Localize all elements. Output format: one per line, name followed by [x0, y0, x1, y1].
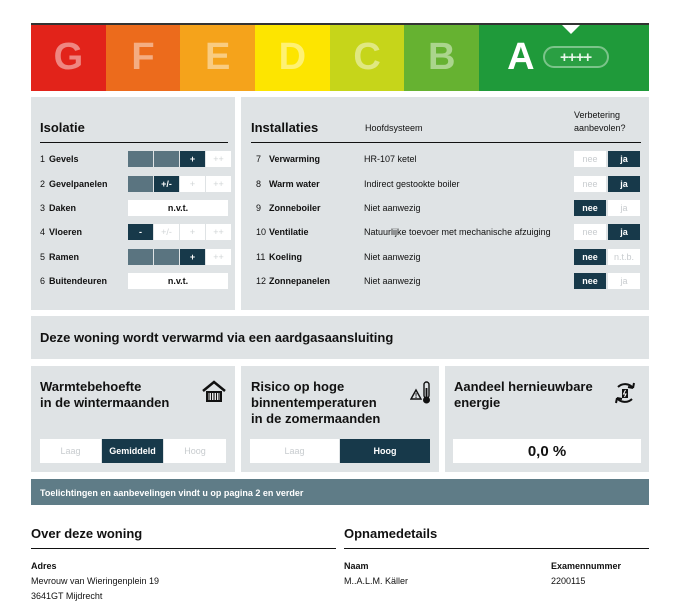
- adres-line-2: 3641GT Mijdrecht: [31, 591, 103, 601]
- answer-nee: nee: [574, 224, 606, 240]
- answer-ja: ja: [608, 176, 640, 192]
- row-number: 3: [40, 203, 46, 213]
- adres-label: Adres: [31, 561, 57, 571]
- rating-cells: [128, 176, 232, 192]
- row-label: Warm water: [269, 179, 320, 189]
- answer-ja: ja: [608, 200, 640, 216]
- opname-divider: [344, 548, 649, 549]
- hernieuwbaar-title: [454, 379, 593, 411]
- title-line: Risico op hoge: [251, 379, 345, 394]
- row-number: 2: [40, 179, 46, 189]
- answer-nee: nee: [574, 273, 606, 289]
- row-label: Zonnepanelen: [269, 276, 331, 286]
- adres-line-1: Mevrouw van Wieringenplein 19: [31, 576, 160, 586]
- isolatie-row-ramen: [40, 249, 79, 265]
- naam-value: M..A.L.M. Käller: [344, 576, 409, 586]
- rating-cell: +/-: [154, 224, 179, 240]
- level-gemiddeld: Gemiddeld: [102, 439, 163, 463]
- level-laag: Laag: [250, 439, 339, 463]
- row-number: 9: [256, 203, 262, 213]
- installaties-title: Installaties: [251, 120, 319, 135]
- rating-cell: +: [180, 249, 205, 265]
- rating-cells: [128, 151, 232, 167]
- naam-label: Naam: [344, 561, 369, 571]
- isolatie-title: Isolatie: [40, 120, 85, 135]
- rating-cell: [154, 151, 179, 167]
- row-number: 1: [40, 154, 46, 164]
- answer-ja: n.t.b.: [608, 249, 640, 265]
- row-number: 11: [256, 252, 266, 262]
- woning-title: Over deze woning: [31, 526, 143, 541]
- isolatie-row-vloeren: [40, 224, 82, 240]
- system-value: Niet aanwezig: [364, 276, 421, 286]
- answer-nee: nee: [574, 176, 606, 192]
- energy-class-b: B: [404, 23, 479, 91]
- isolatie-row-gevels: [40, 151, 79, 167]
- answer-ja: ja: [608, 273, 640, 289]
- level-hoog: Hoog: [164, 439, 226, 463]
- nvt-value: n.v.t.: [128, 273, 228, 289]
- warmtebehoefte-title: [40, 379, 169, 411]
- row-label: Daken: [49, 203, 77, 213]
- rating-cell: ++: [206, 249, 231, 265]
- installatie-row: [256, 273, 574, 289]
- row-number: 5: [40, 252, 46, 262]
- energy-class-f: F: [106, 23, 181, 91]
- row-label: Buitendeuren: [49, 276, 108, 286]
- renewable-cycle-icon: [612, 380, 638, 406]
- rating-cell: +/-: [154, 176, 179, 192]
- row-number: 4: [40, 227, 46, 237]
- installatie-row: [256, 176, 574, 192]
- woning-divider: [31, 548, 336, 549]
- installaties-divider: [251, 142, 641, 143]
- row-label: Zonneboiler: [269, 203, 321, 213]
- answer-nee: nee: [574, 151, 606, 167]
- isolatie-divider: [40, 142, 228, 143]
- system-value: Indirect gestookte boiler: [364, 179, 460, 189]
- rating-cells: [128, 224, 232, 240]
- isolatie-row-gevelpanelen: [40, 176, 108, 192]
- answer-nee: nee: [574, 249, 606, 265]
- row-number: 7: [256, 154, 262, 164]
- row-number: 12: [256, 276, 267, 286]
- rating-cell: [154, 249, 179, 265]
- verbetering-header-2: aanbevolen?: [574, 123, 626, 133]
- title-line: binnentemperaturen: [251, 395, 377, 410]
- energy-class-d: D: [255, 23, 330, 91]
- row-label: Gevels: [49, 154, 79, 164]
- answer-ja: ja: [608, 224, 640, 240]
- level-laag: Laag: [40, 439, 101, 463]
- isolatie-row-daken: [40, 200, 76, 216]
- opname-title: Opnamedetails: [344, 526, 438, 541]
- title-line: energie: [454, 395, 501, 410]
- title-line: in de zomermaanden: [251, 411, 381, 426]
- row-number: 6: [40, 276, 46, 286]
- rating-cell: ++: [206, 176, 231, 192]
- system-value: HR-107 ketel: [364, 154, 417, 164]
- isolatie-row-buitendeuren: [40, 273, 107, 289]
- svg-text:!: !: [414, 393, 418, 400]
- rating-cell: [128, 176, 153, 192]
- rating-cell: ++: [206, 151, 231, 167]
- energy-label-bar: [31, 23, 649, 91]
- energy-class-g: G: [31, 23, 106, 91]
- rating-cell: -: [128, 224, 153, 240]
- rating-cell: +: [180, 224, 205, 240]
- row-label: Ventilatie: [269, 227, 309, 237]
- note-text: Toelichtingen en aanbevelingen vindt u op pagina 2 en verder: [40, 488, 304, 498]
- row-label: Gevelpanelen: [49, 179, 108, 189]
- nvt-value: n.v.t.: [128, 200, 228, 216]
- rating-cells: [128, 249, 232, 265]
- installatie-row: [256, 224, 574, 240]
- house-heating-icon: [201, 380, 227, 404]
- risico-title: [251, 379, 380, 427]
- installatie-row: [256, 249, 574, 265]
- title-line: in de wintermaanden: [40, 395, 170, 410]
- hernieuwbaar-value: 0,0 %: [453, 439, 641, 463]
- energy-class-c: C: [330, 23, 405, 91]
- rating-cell: ++: [206, 224, 231, 240]
- examen-value: 2200115: [551, 576, 586, 586]
- answer-nee: nee: [574, 200, 606, 216]
- hoofdsysteem-header: Hoofdsysteem: [365, 123, 423, 133]
- energy-class-a-current: A ++++: [479, 23, 649, 91]
- row-label: Verwarming: [269, 154, 321, 164]
- system-value: Natuurlijke toevoer met mechanische afzuiging: [364, 227, 551, 237]
- examen-label: Examennummer: [551, 561, 622, 571]
- rating-cell: +: [180, 176, 205, 192]
- rating-cell: [128, 151, 153, 167]
- title-line: Aandeel hernieuwbare: [454, 379, 593, 394]
- current-class-pointer: [562, 25, 580, 34]
- system-value: Niet aanwezig: [364, 203, 421, 213]
- answer-ja: ja: [608, 151, 640, 167]
- rating-cell: [128, 249, 153, 265]
- energy-class-e: E: [180, 23, 255, 91]
- title-line: Warmtebehoefte: [40, 379, 142, 394]
- gas-text: Deze woning wordt verwarmd via een aardgasaansluiting: [40, 330, 394, 345]
- label-top-line: [31, 23, 649, 25]
- row-number: 8: [256, 179, 262, 189]
- rating-cell: +: [180, 151, 205, 167]
- row-label: Ramen: [49, 252, 80, 262]
- system-value: Niet aanwezig: [364, 252, 421, 262]
- row-label: Koeling: [269, 252, 302, 262]
- plus-badge: ++++: [543, 46, 609, 68]
- row-label: Vloeren: [49, 227, 83, 237]
- thermometer-warning-icon: [410, 380, 432, 406]
- installatie-row: [256, 200, 574, 216]
- row-number: 10: [256, 227, 267, 237]
- installatie-row: [256, 151, 574, 167]
- level-hoog: Hoog: [340, 439, 430, 463]
- verbetering-header-1: Verbetering: [574, 110, 621, 120]
